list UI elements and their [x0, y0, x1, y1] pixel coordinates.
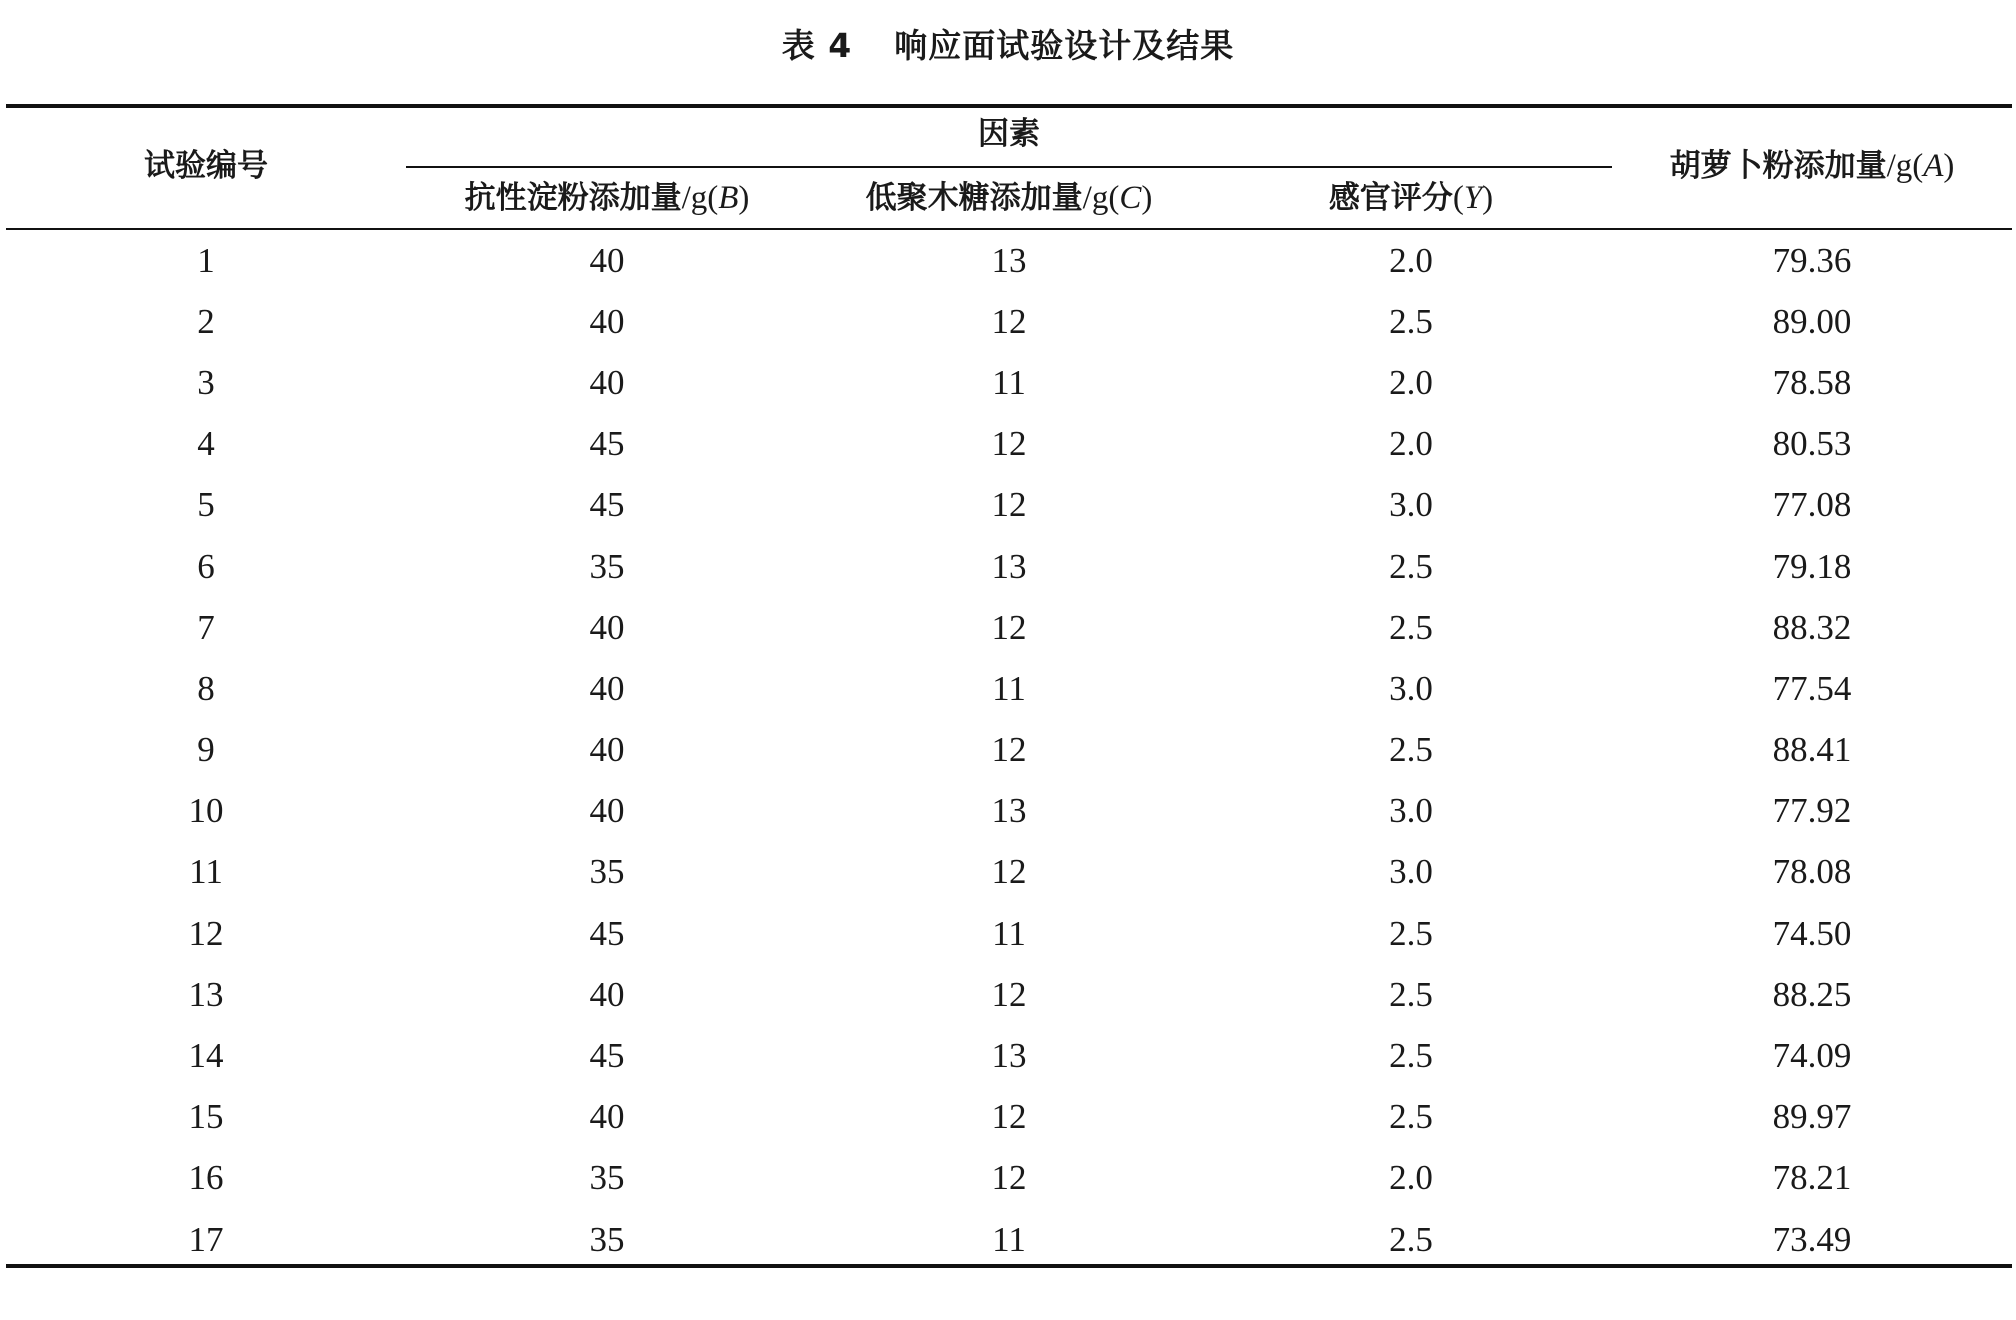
cell-resistant-starch: 40 [589, 668, 625, 708]
cell-run-id: 9 [197, 730, 215, 770]
table-caption [0, 22, 2016, 70]
cell-carrot-powder: 88.32 [1772, 607, 1852, 647]
cell-run-id: 14 [188, 1036, 224, 1076]
cell-sensory-score: 3.0 [1389, 791, 1433, 831]
cell-run-id: 8 [197, 668, 215, 708]
header-y-label: 感官评分 [1328, 180, 1453, 216]
cell-resistant-starch: 35 [589, 1158, 625, 1198]
table-number: 表 4 [781, 26, 853, 65]
cell-sensory-score: 3.0 [1389, 668, 1433, 708]
cell-sensory-score: 2.0 [1389, 424, 1433, 464]
cell-run-id: 4 [197, 424, 215, 464]
cell-carrot-powder: 79.18 [1772, 546, 1852, 586]
cell-resistant-starch: 40 [589, 607, 625, 647]
cell-resistant-starch: 40 [589, 362, 625, 402]
cell-run-id: 17 [188, 1219, 224, 1259]
cell-run-id: 10 [188, 791, 224, 831]
header-b-unit: /g( [681, 180, 719, 216]
cell-run-id: 1 [197, 240, 215, 280]
header-sensory-score [1210, 178, 1612, 218]
cell-xylooligosaccharide: 13 [991, 791, 1027, 831]
cell-sensory-score: 2.0 [1389, 1158, 1433, 1198]
cell-resistant-starch: 40 [589, 974, 625, 1014]
cell-run-id: 13 [188, 974, 224, 1014]
cell-sensory-score: 2.5 [1389, 730, 1433, 770]
cell-sensory-score: 2.5 [1389, 607, 1433, 647]
cell-resistant-starch: 40 [589, 240, 625, 280]
cell-carrot-powder: 89.97 [1772, 1097, 1852, 1137]
header-c-unit: /g( [1082, 180, 1120, 216]
cell-carrot-powder: 89.00 [1772, 301, 1852, 341]
cell-carrot-powder: 74.50 [1772, 913, 1852, 953]
cell-resistant-starch: 40 [589, 1097, 625, 1137]
table-row [6, 597, 2012, 658]
cell-resistant-starch: 45 [589, 913, 625, 953]
cell-resistant-starch: 45 [589, 424, 625, 464]
table-row [6, 475, 2012, 536]
cell-carrot-powder: 78.08 [1772, 852, 1852, 892]
bottom-rule [6, 1264, 2012, 1268]
cell-xylooligosaccharide: 12 [991, 974, 1027, 1014]
table-row [6, 352, 2012, 413]
cell-xylooligosaccharide: 12 [991, 607, 1027, 647]
header-run-id: 试验编号 [144, 148, 268, 184]
cell-xylooligosaccharide: 13 [991, 1036, 1027, 1076]
cell-run-id: 2 [197, 301, 215, 341]
cell-sensory-score: 2.5 [1389, 913, 1433, 953]
table-row [6, 1025, 2012, 1086]
cell-carrot-powder: 80.53 [1772, 424, 1852, 464]
cell-xylooligosaccharide: 12 [991, 301, 1027, 341]
cell-resistant-starch: 35 [589, 852, 625, 892]
table-title: 响应面试验设计及结果 [894, 26, 1235, 65]
header-b-label: 抗性淀粉添加量 [464, 180, 682, 216]
cell-carrot-powder: 74.09 [1772, 1036, 1852, 1076]
cell-resistant-starch: 40 [589, 730, 625, 770]
table-row [6, 1148, 2012, 1209]
table-row [6, 291, 2012, 352]
table-row [6, 964, 2012, 1025]
table-row [6, 903, 2012, 964]
cell-resistant-starch: 45 [589, 485, 625, 525]
header-c-label: 低聚木糖添加量 [865, 180, 1083, 216]
header-resistant-starch [406, 178, 808, 218]
cell-xylooligosaccharide: 13 [991, 546, 1027, 586]
cell-carrot-powder: 79.36 [1772, 240, 1852, 280]
header-a-var: A [1923, 148, 1944, 184]
header-factor-group: 因素 [978, 116, 1040, 152]
cell-carrot-powder: 78.58 [1772, 362, 1852, 402]
cell-sensory-score: 2.5 [1389, 301, 1433, 341]
cell-resistant-starch: 35 [589, 1219, 625, 1259]
cell-sensory-score: 2.5 [1389, 974, 1433, 1014]
cell-xylooligosaccharide: 12 [991, 852, 1027, 892]
header-a-close: ) [1943, 148, 1955, 184]
header-a-label: 胡萝卜粉添加量 [1669, 148, 1887, 184]
cell-xylooligosaccharide: 11 [992, 913, 1026, 953]
table-row [6, 842, 2012, 903]
cell-xylooligosaccharide: 12 [991, 424, 1027, 464]
cell-run-id: 15 [188, 1097, 224, 1137]
cell-sensory-score: 2.0 [1389, 240, 1433, 280]
header-y-close: ) [1482, 180, 1494, 216]
cell-sensory-score: 2.5 [1389, 1036, 1433, 1076]
cell-xylooligosaccharide: 12 [991, 1097, 1027, 1137]
cell-run-id: 3 [197, 362, 215, 402]
cell-xylooligosaccharide: 12 [991, 730, 1027, 770]
cell-run-id: 7 [197, 607, 215, 647]
header-xylooligosaccharide [808, 178, 1210, 218]
header-b-var: B [718, 180, 739, 216]
cell-run-id: 6 [197, 546, 215, 586]
table-row [6, 414, 2012, 475]
header-y-unit: ( [1452, 180, 1464, 216]
table-row [6, 781, 2012, 842]
cell-xylooligosaccharide: 13 [991, 240, 1027, 280]
table-body [6, 230, 2012, 1270]
cell-sensory-score: 2.5 [1389, 1219, 1433, 1259]
cell-carrot-powder: 77.08 [1772, 485, 1852, 525]
cell-run-id: 16 [188, 1158, 224, 1198]
cell-xylooligosaccharide: 11 [992, 362, 1026, 402]
header-y-var: Y [1463, 180, 1483, 216]
cell-resistant-starch: 35 [589, 546, 625, 586]
header-carrot-powder [1612, 146, 2012, 186]
factor-group-rule [406, 166, 1612, 168]
cell-xylooligosaccharide: 11 [992, 1219, 1026, 1259]
cell-resistant-starch: 40 [589, 301, 625, 341]
cell-xylooligosaccharide: 11 [992, 668, 1026, 708]
cell-resistant-starch: 40 [589, 791, 625, 831]
table-row [6, 230, 2012, 291]
table-row [6, 1087, 2012, 1148]
cell-sensory-score: 2.0 [1389, 362, 1433, 402]
cell-run-id: 12 [188, 913, 224, 953]
cell-sensory-score: 3.0 [1389, 852, 1433, 892]
cell-carrot-powder: 78.21 [1772, 1158, 1852, 1198]
cell-carrot-powder: 77.92 [1772, 791, 1852, 831]
cell-sensory-score: 2.5 [1389, 1097, 1433, 1137]
table-row [6, 658, 2012, 719]
cell-carrot-powder: 88.41 [1772, 730, 1852, 770]
cell-carrot-powder: 73.49 [1772, 1219, 1852, 1259]
header-c-close: ) [1141, 180, 1153, 216]
header-b-close: ) [738, 180, 750, 216]
header-c-var: C [1119, 180, 1142, 216]
cell-sensory-score: 2.5 [1389, 546, 1433, 586]
table-row [6, 720, 2012, 781]
table-row [6, 1209, 2012, 1270]
cell-carrot-powder: 88.25 [1772, 974, 1852, 1014]
cell-carrot-powder: 77.54 [1772, 668, 1852, 708]
cell-run-id: 11 [189, 852, 223, 892]
cell-resistant-starch: 45 [589, 1036, 625, 1076]
cell-sensory-score: 3.0 [1389, 485, 1433, 525]
table-row [6, 536, 2012, 597]
cell-xylooligosaccharide: 12 [991, 1158, 1027, 1198]
header-a-unit: /g( [1886, 148, 1924, 184]
top-rule [6, 104, 2012, 108]
cell-xylooligosaccharide: 12 [991, 485, 1027, 525]
cell-run-id: 5 [197, 485, 215, 525]
